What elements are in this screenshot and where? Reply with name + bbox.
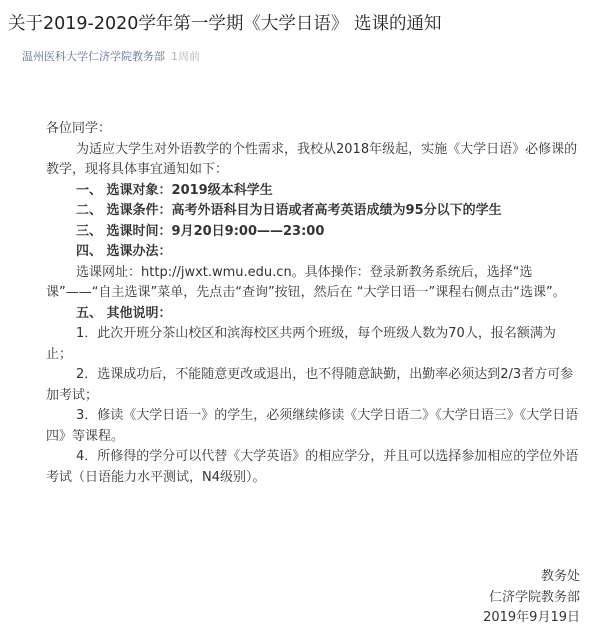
article-content	[46, 119, 580, 488]
item-method: 四、 选课办法：	[76, 244, 172, 259]
greeting: 各位同学：	[46, 121, 112, 136]
item-target: 一、 选课对象：2019级本科学生	[76, 182, 273, 198]
signature-date: 2019年9月19日	[483, 610, 580, 625]
note-4: 4．所修得的学分可以代替《大学英语》的相应学分，并且可以选择参加相应的学位外语考试（日语能力水平测试，N4级别）。	[46, 449, 579, 485]
publish-time: 1周前	[171, 50, 200, 63]
article-title: 关于2019-2020学年第一学期《大学日语》 选课的通知	[8, 14, 442, 34]
course-site-link[interactable]: http://jwxt.wmu.edu.cn	[141, 264, 292, 280]
method-detail: 。具体操作：登录新教务系统后，选择“选课”——“自主选课”菜单，先点击“查询”按钮，然后在 “大学日语一”课程右侧点击“选课”。	[46, 264, 566, 300]
signature-block	[483, 567, 580, 629]
method-paragraph	[46, 263, 580, 304]
note-3: 3．修读《大学日语一》的学生，必须继续修读《大学日语二》《大学日语三》《大学日语四》等课程。	[46, 408, 579, 444]
signature-org: 仁济学院教务部	[488, 589, 580, 605]
method-prefix: 选课网址：	[76, 264, 142, 280]
item-other: 五、 其他说明：	[76, 305, 172, 321]
signature-dept: 教务处	[540, 569, 580, 584]
item-condition: 二、 选课条件：高考外语科目为日语或者高考英语成绩为95分以下的学生	[76, 203, 502, 218]
article-meta	[22, 49, 200, 65]
note-2: 2．选课成功后，不能随意更改或退出，也不得随意缺勤，出勤率必须达到2/3者方可参加考试；	[46, 367, 574, 403]
author-link[interactable]: 温州医科大学仁济学院教务部	[22, 50, 165, 63]
note-1: 1．此次开班分茶山校区和滨海校区共两个班级，每个班级人数为70人，报名额满为止；	[46, 326, 556, 362]
item-time: 三、 选课时间：9月20日9:00——23:00	[76, 223, 325, 239]
intro-paragraph: 为适应大学生对外语教学的个性需求，我校从2018年级起，实施《大学日语》必修课的教学，现将具体事宜通知如下：	[46, 141, 578, 177]
